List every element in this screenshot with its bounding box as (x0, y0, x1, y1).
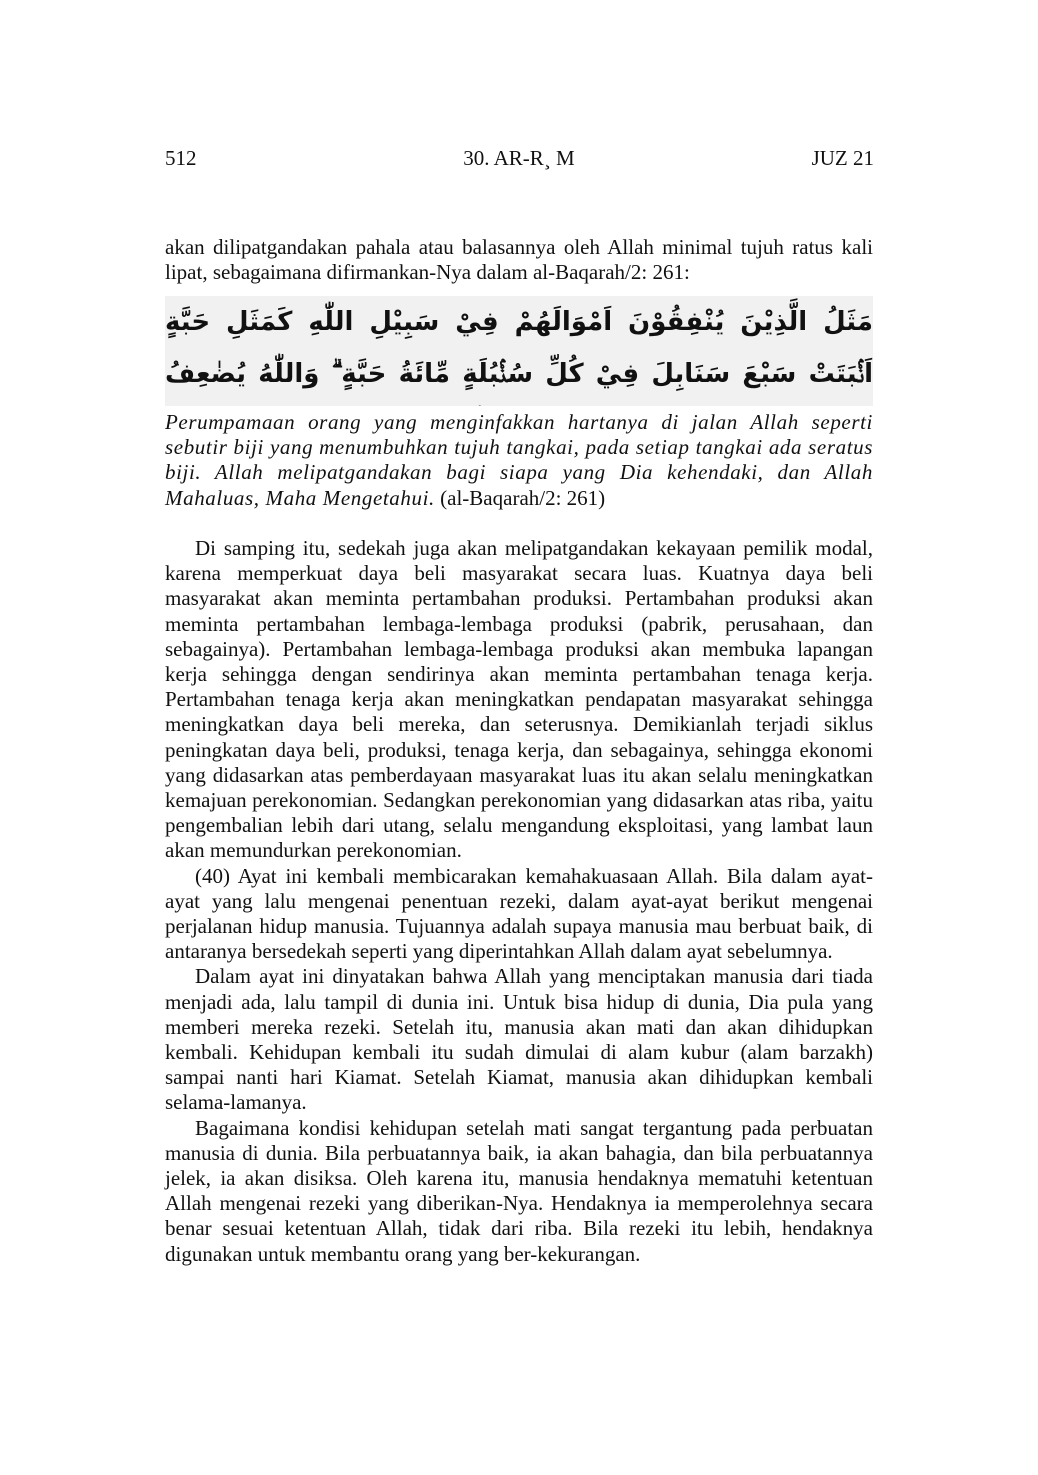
paragraph: (40) Ayat ini kembali membicarakan kemahakuasaan Allah. Bila dalam ayat-ayat yang lalu mengenai penentuan rezeki, dalam ayat-ayat berikut mengenai perjalanan hidup manusia. Tujuannya adalah supaya manusia mau berbuat baik, di antaranya bersedekah seperti yang diperintahkan Allah dalam ayat sebelumnya. (165, 863, 873, 964)
arabic-verse: مَثَلُ الَّذِيْنَ يُنْفِقُوْنَ اَمْوَالَهُمْ فِيْ سَبِيْلِ اللّٰهِ كَمَثَلِ حَبَّةٍ اَنْۢبَتَتْ سَبْعَ سَنَابِلَ فِيْ كُلِّ سُنْۢبُلَةٍ مِّائَةُ حَبَّةٍ ۗ وَاللّٰهُ يُضٰعِفُ (165, 296, 873, 406)
paragraph: Dalam ayat ini dinyatakan bahwa Allah yang menciptakan manusia dari tiada menjadi ada, lalu tampil di dunia ini. Untuk bisa hidup di dunia, Dia pula yang memberi mereka rezeki. Setelah itu, manusia akan mati dan akan dihidupkan kembali. Kehidupan kembali itu sudah dimulai di alam kubur (alam barzakh) sampai nanti hari Kiamat. Setelah Kiamat, manusia akan dihidupkan kembali selama-lamanya. (165, 964, 873, 1115)
verse-translation (165, 410, 873, 511)
page-number: 512 (165, 146, 197, 170)
intro-paragraph: akan dilipatgandakan pahala atau balasannya oleh Allah minimal tujuh ratus kali lipat, sebagaimana difirmankan-Nya dalam al-Baqarah/2: 261: (165, 235, 873, 285)
juz-label: JUZ 21 (811, 146, 874, 170)
surah-title: 30. AR-R¸ M (463, 146, 575, 170)
commentary-body (165, 536, 873, 1267)
paragraph: Bagaimana kondisi kehidupan setelah mati sangat tergantung pada perbuatan manusia di dunia. Bila perbuatannya baik, ia akan bahagia, dan bila perbuatannya jelek, ia akan disiksa. Oleh karena itu, manusia hendaknya mematuhi ketentuan Allah mengenai rezeki yang diberikan-Nya. Hendaknya ia memperolehnya secara benar sesuai ketentuan Allah, tidak dari riba. Bila rezeki itu lebih, hendaknya digunakan untuk membantu orang yang ber-kekurangan. (165, 1115, 873, 1266)
paragraph: Di samping itu, sedekah juga akan melipatgandakan kekayaan pemilik modal, karena memperkuat daya beli masyarakat secara luas. Kuatnya daya beli masyarakat akan meminta pertambahan produksi. Pertambahan produksi akan meminta pertambahan lembaga-lembaga produksi (pabrik, perusahaan, dan sebagainya). Pertambahan lembaga-lembaga produksi akan membuka lapangan kerja sehingga dengan sendirinya akan meminta pertambahan tenaga kerja. Pertambahan tenaga kerja akan meningkatkan pendapatan masyarakat sehingga meningkatkan daya beli mereka, dan seterusnya. Demikianlah terjadi siklus peningkatan daya beli, produksi, tenaga kerja, dan sebagainya, sehingga ekonomi yang didasarkan atas pemberdayaan masyarakat luas itu akan selalu meningkatkan kemajuan perekonomian. Sedangkan perekonomian yang didasarkan atas riba, yaitu pengembalian lebih dari utang, selalu mengandung eksploitasi, yang lambat laun akan memundurkan perekonomian. (165, 536, 873, 863)
translation-reference: (al-Baqarah/2: 261) (434, 485, 606, 510)
translation-text: Perumpamaan orang yang menginfakkan hartanya di jalan Allah seperti sebutir biji yang menumbuhkan tujuh tangkai, pada setiap tangkai ada seratus biji. Allah melipatgandakan bagi siapa yang Dia kehendaki, dan Allah Mahaluas, Maha Mengetahui. (165, 410, 873, 510)
